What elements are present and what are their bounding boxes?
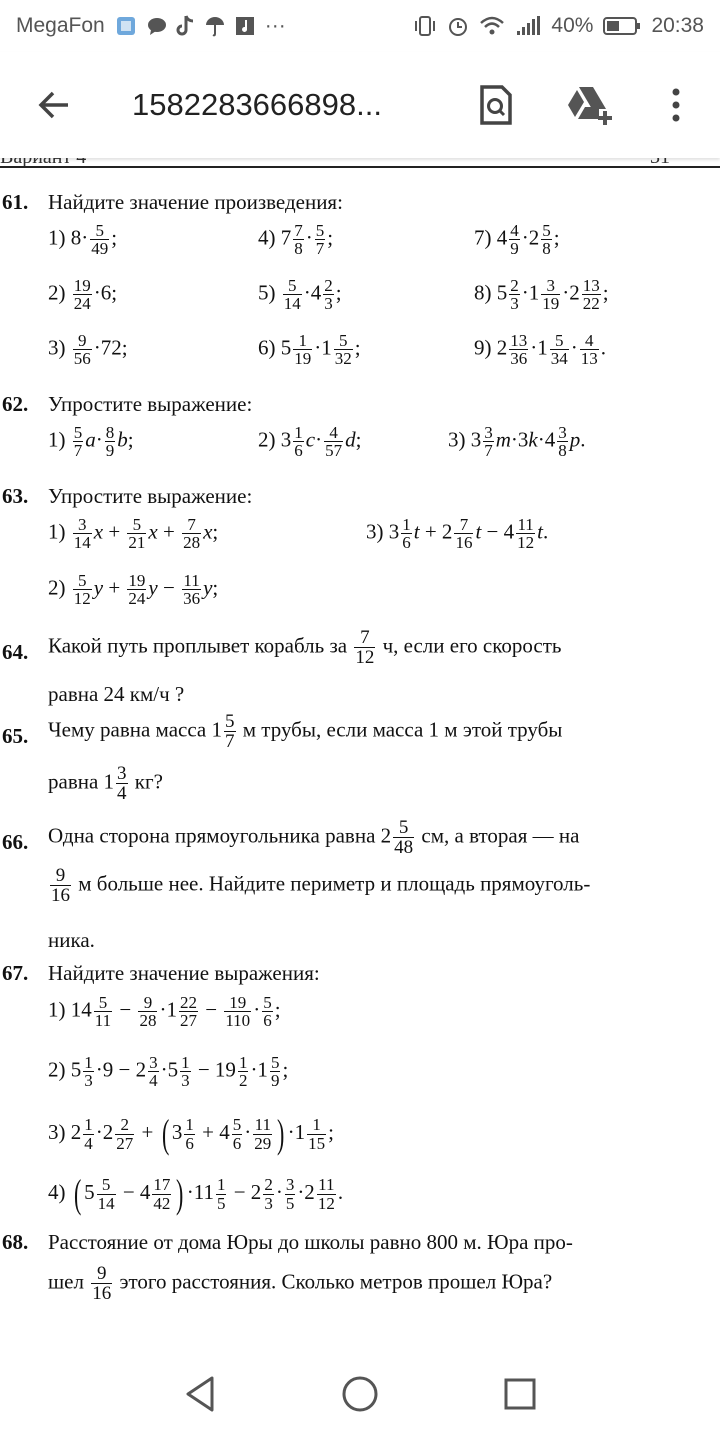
- task-65-line-1: Чему равна масса 1 $\frac{5}{7}$ м трубы, если масса 1 м этой трубы: [48, 711, 563, 753]
- task-title-62: Упростите выражение:: [48, 392, 253, 416]
- task-number-68: 68.: [2, 1230, 29, 1254]
- task-number-65: 65.: [2, 724, 29, 748]
- task-61-item-1: 1) 8· $\frac{5}{49}$ ;: [48, 221, 118, 259]
- task-title-67: Найдите значение выражения:: [48, 961, 320, 985]
- task-63-item-3: 3) 3 $\frac{1}{6}$ t + 2 $\frac{7}{16}$ t − 4 $\frac{11}{12}$ t.: [366, 515, 549, 553]
- chat-icon: [147, 16, 167, 36]
- task-62-item-1: 1) $\frac{5}{7}$ a· $\frac{8}{9}$ b;: [48, 423, 134, 461]
- triangle-back-icon: [182, 1374, 218, 1414]
- task-68-line-2: шел $\frac{9}{16}$ этого расстояния. Сколько метров прошел Юра?: [48, 1263, 553, 1305]
- add-to-drive-button[interactable]: [558, 73, 622, 137]
- task-66-line-2: $\frac{9}{16}$ м больше нее. Найдите периметр и площадь прямоуголь-: [51, 865, 591, 907]
- status-bar: [0, 0, 720, 52]
- drive-add-icon: [565, 85, 615, 125]
- task-65-line-2: равна 1 $\frac{3}{4}$ кг?: [48, 763, 163, 805]
- circle-home-icon: [340, 1374, 380, 1414]
- task-63-item-1: 1) $\frac{3}{14}$ x + $\frac{5}{21}$ x + $\frac{7}{28}$ x;: [48, 515, 219, 553]
- task-64-line-2: равна 24 км/ч ?: [48, 682, 185, 706]
- find-in-document-button[interactable]: [464, 73, 528, 137]
- task-61-item-9: 9) 2 $\frac{13}{36}$ ·1 $\frac{5}{34}$ · $\frac{4}{13}$ .: [474, 331, 606, 369]
- task-61-item-4: 4) 7 $\frac{7}{8}$ · $\frac{5}{7}$ ;: [258, 221, 334, 259]
- navigation-bar: [0, 1348, 720, 1440]
- nav-back-button[interactable]: [170, 1364, 230, 1424]
- task-61-item-2: 2) $\frac{19}{24}$ ·6;: [48, 276, 118, 314]
- task-61-item-5: 5) $\frac{5}{14}$ ·4 $\frac{2}{3}$ ;: [258, 276, 342, 314]
- task-66-line-1: Одна сторона прямоугольника равна 2 $\frac{5}{48}$ см, а вторая — на: [48, 817, 580, 859]
- document-title: 1582283666898...: [132, 87, 382, 122]
- doc-search-icon: [478, 85, 514, 125]
- tiktok-icon: [177, 15, 195, 37]
- arrow-left-icon: [34, 85, 74, 125]
- back-button[interactable]: [22, 73, 86, 137]
- task-67-item-3: 3) 2 $\frac{1}{4}$ ·2 $\frac{2}{27}$ + ( 3 $\frac{1}{6}$ + 4 $\frac{5}{6}$ · $\frac{11}{29}$ ) ·1 $\frac{1}{15}$ ;: [48, 1111, 334, 1156]
- battery-icon: [603, 16, 641, 36]
- more-vert-icon: [671, 87, 681, 123]
- wifi-icon: [479, 15, 505, 37]
- more-dots: ···: [264, 14, 286, 37]
- document-page[interactable]: [0, 158, 720, 1348]
- carrier-name: MegaFon: [16, 14, 105, 37]
- vibrate-icon: [413, 15, 437, 37]
- alarm-icon: [447, 15, 469, 37]
- battery-percent: 40%: [551, 14, 594, 37]
- task-number-67: 67.: [2, 961, 29, 985]
- nav-home-button[interactable]: [330, 1364, 390, 1424]
- task-67-item-1: 1) 14 $\frac{5}{11}$ − $\frac{9}{28}$ ·1 $\frac{22}{27}$ − $\frac{19}{110}$ · $\frac{5}{6}$ ;: [48, 993, 281, 1031]
- task-number-63: 63.: [2, 484, 29, 508]
- task-66-line-3: ника.: [48, 928, 95, 952]
- task-61-item-8: 8) 5 $\frac{2}{3}$ ·1 $\frac{3}{19}$ ·2 $\frac{13}{22}$ ;: [474, 276, 609, 314]
- task-62-item-2: 2) 3 $\frac{1}{6}$ c· $\frac{4}{57}$ d;: [258, 423, 362, 461]
- task-64-line-1: Какой путь проплывет корабль за $\frac{7}{12}$ ч, если его скорость: [48, 627, 562, 669]
- task-67-item-4: 4) ( 5 $\frac{5}{14}$ − 4 $\frac{17}{42}$ ) ·11 $\frac{1}{5}$ − 2 $\frac{2}{3}$ · $\frac{3}{5}$ ·2 $\frac{11}{12}$ .: [48, 1171, 344, 1216]
- more-options-button[interactable]: [644, 73, 708, 137]
- task-number-62: 62.: [2, 392, 29, 416]
- header-rule: [0, 166, 720, 168]
- task-number-64: 64.: [2, 640, 29, 664]
- clock: 20:38: [651, 14, 704, 37]
- task-67-item-2: 2) 5 $\frac{1}{3}$ ·9 − 2 $\frac{3}{4}$ ·5 $\frac{1}{3}$ − 19 $\frac{1}{2}$ ·1 $\frac{5}{9}$ ;: [48, 1053, 289, 1091]
- task-61-item-6: 6) 5 $\frac{1}{19}$ ·1 $\frac{5}{32}$ ;: [258, 331, 361, 369]
- square-recents-icon: [502, 1376, 538, 1412]
- task-title-63: Упростите выражение:: [48, 484, 253, 508]
- task-61-item-3: 3) $\frac{9}{56}$ ·72;: [48, 331, 128, 369]
- task-number-66: 66.: [2, 830, 29, 854]
- signal-icon: [515, 15, 541, 37]
- task-63-item-2: 2) $\frac{5}{12}$ y + $\frac{19}{24}$ y − $\frac{11}{36}$ y;: [48, 571, 219, 609]
- task-62-item-3: 3) 3 $\frac{3}{7}$ m·3k·4 $\frac{3}{8}$ p.: [448, 423, 586, 461]
- task-title-61: Найдите значение произведения:: [48, 190, 343, 214]
- nav-recents-button[interactable]: [490, 1364, 550, 1424]
- task-68-line-1: Расстояние от дома Юры до школы равно 800 м. Юра про-: [48, 1230, 573, 1254]
- app-bar: [0, 52, 720, 158]
- music-icon: [235, 16, 255, 36]
- task-number-61: 61.: [2, 190, 29, 214]
- sim-icon: [115, 15, 137, 37]
- task-61-item-7: 7) 4 $\frac{4}{9}$ ·2 $\frac{5}{8}$ ;: [474, 221, 560, 259]
- umbrella-icon: [205, 15, 225, 37]
